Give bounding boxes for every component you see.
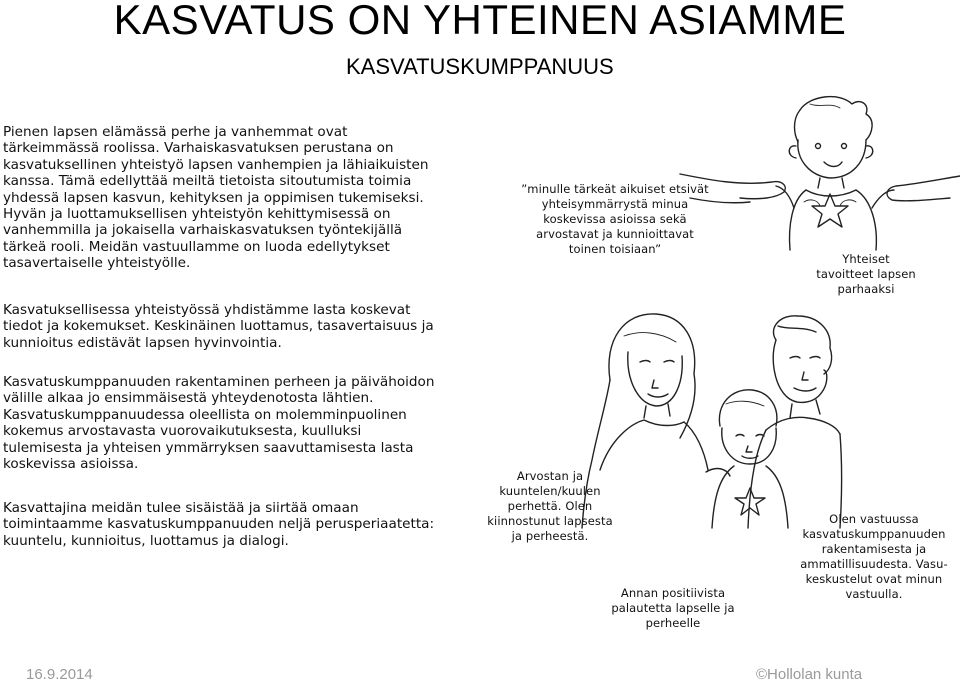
- page-title: KASVATUS ON YHTEINEN ASIAMME: [113, 0, 847, 43]
- child-with-star-illustration: [680, 90, 960, 260]
- partnership-paragraph: Kasvatuskumppanuuden rakentaminen perheen ja päivähoidon välille alkaa jo ensimmäisestä yhteydenotosta lähtien. Kasvatuskumppanuudessa oleellista on molemminpuolinen kokemus arvostavasta vuorovaikutuksesta, kuulluksi tulemisesta ja yhteisen ymmärryksen saavuttamisesta lasta koskevissa asioissa.: [3, 374, 435, 473]
- shared-goals-label: Yhteiset tavoitteet lapsen parhaaksi: [816, 252, 916, 296]
- child-quote: ”minulle tärkeät aikuiset etsivät yhteisymmärrystä minua koskevissa asioissa sekä arvostavat ja kunnioittavat toinen toisiaan”: [521, 182, 709, 256]
- page-subtitle: KASVATUSKUMPPANUUS: [346, 54, 614, 79]
- responsibility-statement: Olen vastuussa kasvatuskumppanuuden rakentamisesta ja ammatillisuudesta. Vasu- keskustelut ovat minun vastuulla.: [800, 512, 948, 601]
- footer-copyright: ©Hollolan kunta: [756, 666, 863, 683]
- cooperation-paragraph: Kasvatuksellisessa yhteistyössä yhdistämme lasta koskevat tiedot ja kokemukset. Keskinäinen luottamus, tasavertaisuus ja kunnioitus edistävät lapsen hyvinvointia.: [3, 302, 434, 351]
- parent-statement: Arvostan ja kuuntelen/kuulen perhettä. Olen kiinnostunut lapsesta ja perheestä.: [487, 469, 613, 543]
- feedback-statement: Annan positiivista palautetta lapselle ja perheelle: [611, 586, 735, 630]
- principles-paragraph: Kasvattajina meidän tulee sisäistää ja siirtää omaan toimintaamme kasvatuskumppanuuden neljä perusperiaatetta: kuuntelu, kunnioitus, luottamus ja dialogi.: [3, 500, 435, 549]
- footer-date: 16.9.2014: [26, 666, 93, 683]
- intro-paragraph: Pienen lapsen elämässä perhe ja vanhemmat ovat tärkeimmässä roolissa. Varhaiskasvatuksen perustana on kasvatuksellinen yhteistyö lapsen vanhempien ja lähiaikuisten kanssa. Tämä edellyttää meiltä tietoista sitoutumista toimia yhdessä lapsen kasvun, kehityksen ja oppimisen tukemiseksi. Hyvän ja luottamuksellisen yhteistyön kehittymisessä on vanhemmilla ja jokaisella varhaiskasvatuksen työntekijällä tärkeä rooli. Meidän vastuullamme on luoda edellytykset tasavertaiselle yhteistyölle.: [3, 124, 429, 272]
